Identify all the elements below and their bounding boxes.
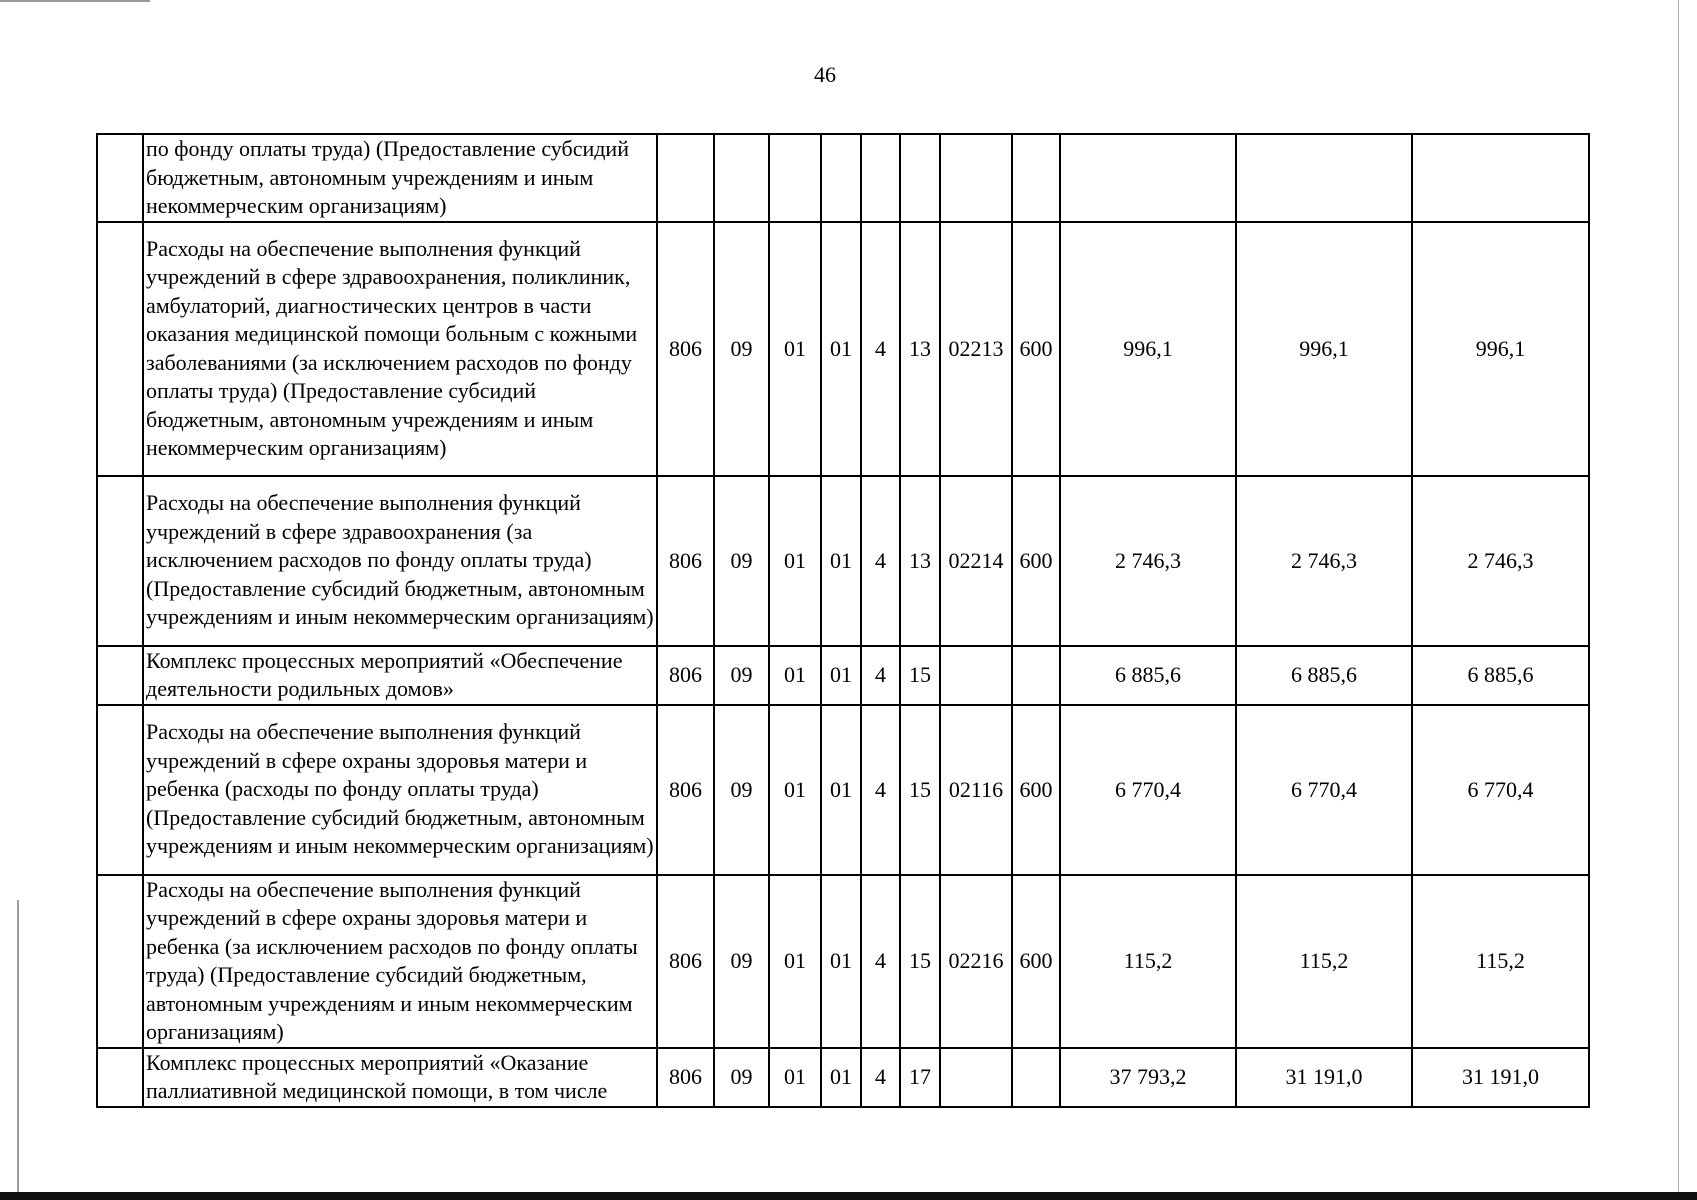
table-row	[97, 222, 1589, 476]
budget-table	[96, 133, 1590, 1108]
code-structure-cell: 15	[900, 646, 940, 705]
amount-year2-cell: 2 746,3	[1236, 476, 1412, 646]
code-subsection-cell: 01	[769, 222, 821, 476]
code-direction-cell	[940, 1048, 1012, 1107]
code-section-cell: 09	[714, 1048, 769, 1107]
code-section-cell: 09	[714, 222, 769, 476]
amount-year1-cell: 6 770,4	[1060, 705, 1236, 875]
code-subsection-cell: 01	[769, 476, 821, 646]
amount-year3-cell: 6 770,4	[1412, 705, 1589, 875]
code-type-cell: 4	[861, 646, 900, 705]
amount-year2-cell: 6 770,4	[1236, 705, 1412, 875]
amount-year1-cell	[1060, 134, 1236, 222]
code-program-cell: 01	[821, 875, 861, 1048]
code-type-cell: 4	[861, 1048, 900, 1107]
amount-year1-cell: 6 885,6	[1060, 646, 1236, 705]
code-type-cell: 4	[861, 875, 900, 1048]
amount-year3-cell: 996,1	[1412, 222, 1589, 476]
description-cell: Расходы на обеспечение выполнения функций учреждений в сфере охраны здоровья матери и ребенка (за исключением расходов по фонду оплаты труда) (Предоставление субсидий бюджетным, автономным учреждениям и иным некоммерческим организациям)	[143, 875, 657, 1048]
scan-left-edge	[17, 900, 19, 1200]
description-cell: Комплекс процессных мероприятий «Обеспечение деятельности родильных домов»	[143, 646, 657, 705]
code-expense-type-cell: 600	[1012, 875, 1060, 1048]
code-expense-type-cell: 600	[1012, 476, 1060, 646]
scan-bottom-edge	[0, 1192, 1697, 1200]
amount-year2-cell: 6 885,6	[1236, 646, 1412, 705]
code-expense-type-cell: 600	[1012, 705, 1060, 875]
code-section-cell: 09	[714, 476, 769, 646]
code-structure-cell: 13	[900, 222, 940, 476]
amount-year2-cell	[1236, 134, 1412, 222]
code-direction-cell: 02214	[940, 476, 1012, 646]
scan-top-rule	[0, 0, 150, 2]
code-admin-cell: 806	[657, 222, 714, 476]
table-row	[97, 1048, 1589, 1107]
table-row	[97, 476, 1589, 646]
code-section-cell	[714, 134, 769, 222]
description-cell: Расходы на обеспечение выполнения функций учреждений в сфере охраны здоровья матери и ребенка (расходы по фонду оплаты труда) (Предоставление субсидий бюджетным, автономным учреждениям и иным некоммерческим организациям)	[143, 705, 657, 875]
index-cell	[97, 646, 143, 705]
code-program-cell: 01	[821, 222, 861, 476]
code-type-cell: 4	[861, 705, 900, 875]
amount-year1-cell: 115,2	[1060, 875, 1236, 1048]
code-direction-cell: 02213	[940, 222, 1012, 476]
code-section-cell: 09	[714, 646, 769, 705]
amount-year2-cell: 31 191,0	[1236, 1048, 1412, 1107]
code-structure-cell	[900, 134, 940, 222]
description-cell: Комплекс процессных мероприятий «Оказание паллиативной медицинской помощи, в том числе	[143, 1048, 657, 1107]
code-structure-cell: 15	[900, 875, 940, 1048]
index-cell	[97, 1048, 143, 1107]
amount-year3-cell: 115,2	[1412, 875, 1589, 1048]
code-section-cell: 09	[714, 705, 769, 875]
description-cell: по фонду оплаты труда) (Предоставление субсидий бюджетным, автономным учреждениям и иным некоммерческим организациям)	[143, 134, 657, 222]
code-direction-cell: 02216	[940, 875, 1012, 1048]
code-subsection-cell: 01	[769, 875, 821, 1048]
index-cell	[97, 134, 143, 222]
code-direction-cell: 02116	[940, 705, 1012, 875]
amount-year3-cell: 31 191,0	[1412, 1048, 1589, 1107]
code-program-cell: 01	[821, 646, 861, 705]
index-cell	[97, 705, 143, 875]
code-expense-type-cell	[1012, 1048, 1060, 1107]
code-admin-cell	[657, 134, 714, 222]
table-row	[97, 646, 1589, 705]
code-admin-cell: 806	[657, 476, 714, 646]
code-program-cell: 01	[821, 1048, 861, 1107]
code-program-cell: 01	[821, 705, 861, 875]
amount-year3-cell: 6 885,6	[1412, 646, 1589, 705]
code-subsection-cell: 01	[769, 1048, 821, 1107]
table-row	[97, 875, 1589, 1048]
code-section-cell: 09	[714, 875, 769, 1048]
code-admin-cell: 806	[657, 1048, 714, 1107]
code-subsection-cell: 01	[769, 705, 821, 875]
code-direction-cell	[940, 134, 1012, 222]
index-cell	[97, 476, 143, 646]
code-program-cell: 01	[821, 476, 861, 646]
description-cell: Расходы на обеспечение выполнения функций учреждений в сфере здравоохранения (за исключением расходов по фонду оплаты труда) (Предоставление субсидий бюджетным, автономным учреждениям и иным некоммерческим организациям)	[143, 476, 657, 646]
code-subsection-cell: 01	[769, 646, 821, 705]
amount-year3-cell	[1412, 134, 1589, 222]
code-direction-cell	[940, 646, 1012, 705]
code-subsection-cell	[769, 134, 821, 222]
scan-right-edge	[1678, 0, 1679, 1200]
amount-year2-cell: 115,2	[1236, 875, 1412, 1048]
amount-year2-cell: 996,1	[1236, 222, 1412, 476]
code-admin-cell: 806	[657, 646, 714, 705]
code-structure-cell: 13	[900, 476, 940, 646]
index-cell	[97, 222, 143, 476]
code-expense-type-cell	[1012, 134, 1060, 222]
code-admin-cell: 806	[657, 705, 714, 875]
description-cell: Расходы на обеспечение выполнения функций учреждений в сфере здравоохранения, поликлиник, амбулаторий, диагностических центров в части оказания медицинской помощи больным с кожными заболеваниями (за исключением расходов по фонду оплаты труда) (Предоставление субсидий бюджетным, автономным учреждениям и иным некоммерческим организациям)	[143, 222, 657, 476]
code-type-cell: 4	[861, 222, 900, 476]
table-row	[97, 134, 1589, 222]
amount-year1-cell: 37 793,2	[1060, 1048, 1236, 1107]
code-expense-type-cell: 600	[1012, 222, 1060, 476]
index-cell	[97, 875, 143, 1048]
page-number: 46	[814, 62, 836, 87]
code-expense-type-cell	[1012, 646, 1060, 705]
amount-year3-cell: 2 746,3	[1412, 476, 1589, 646]
code-type-cell: 4	[861, 476, 900, 646]
amount-year1-cell: 996,1	[1060, 222, 1236, 476]
amount-year1-cell: 2 746,3	[1060, 476, 1236, 646]
table-row	[97, 705, 1589, 875]
code-program-cell	[821, 134, 861, 222]
code-structure-cell: 17	[900, 1048, 940, 1107]
code-admin-cell: 806	[657, 875, 714, 1048]
code-type-cell	[861, 134, 900, 222]
code-structure-cell: 15	[900, 705, 940, 875]
